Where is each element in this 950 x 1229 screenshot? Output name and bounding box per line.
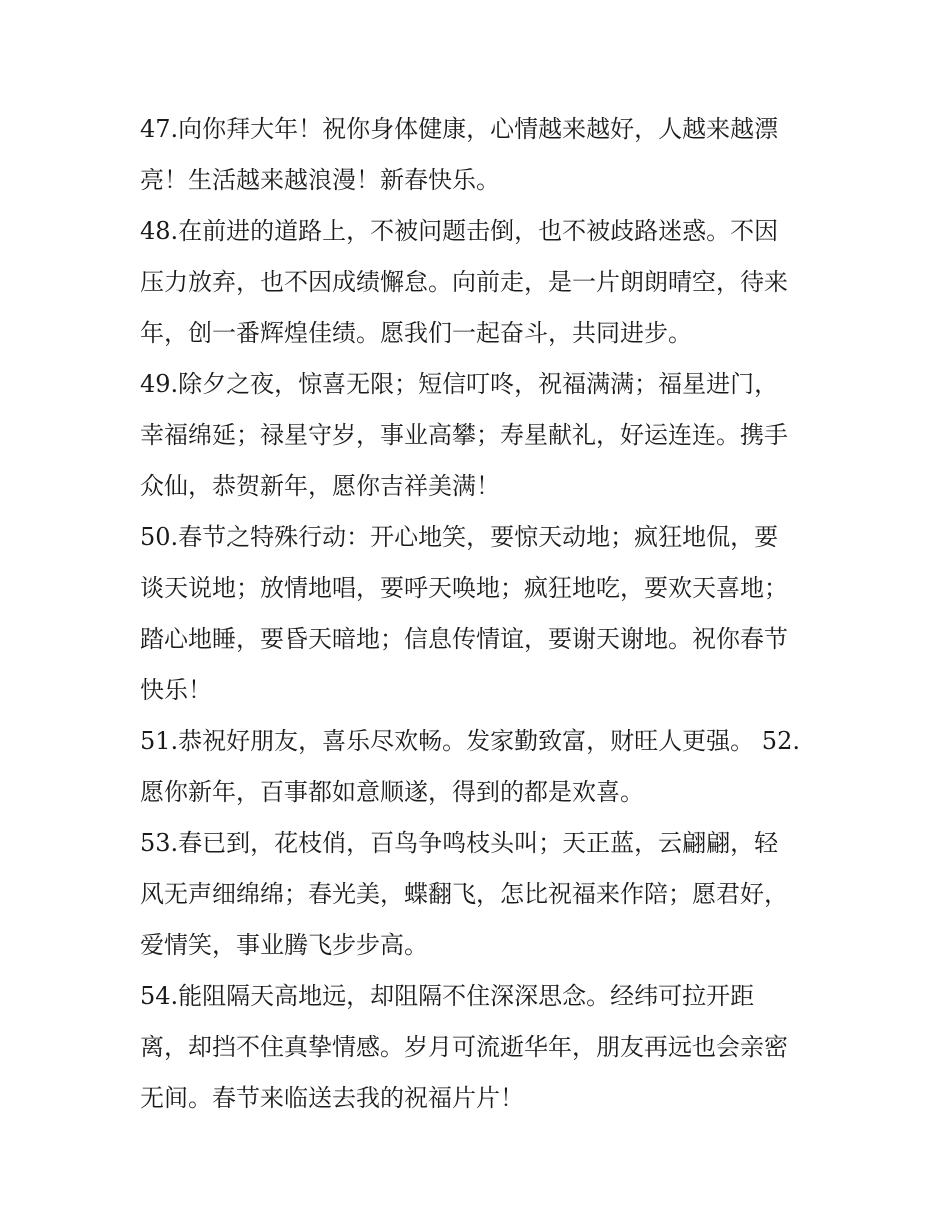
text-line: 离，却挡不住真挚情感。岁月可流逝华年，朋友再远也会亲密: [140, 1033, 788, 1061]
text-line: 谈天说地；放情地唱，要呼天唤地；疯狂地吃，要欢天喜地；: [140, 574, 788, 602]
text-line: 踏心地睡，要昏天暗地；信息传情谊，要谢天谢地。祝你春节: [140, 625, 788, 653]
text-line: 风无声细绵绵；春光美，蝶翻飞，怎比祝福来作陪；愿君好，: [140, 880, 788, 908]
text-line: 爱情笑，事业腾飞步步高。: [140, 931, 428, 959]
text-line: 愿你新年，百事都如意顺遂，得到的都是欢喜。: [140, 778, 644, 806]
text-line: 54.能阻隔天高地远，却阻隔不住深深思念。经纬可拉开距: [140, 982, 755, 1010]
greeting-text-block: [140, 104, 830, 1124]
text-line: 48.在前进的道路上，不被问题击倒，也不被歧路迷惑。不因: [140, 217, 779, 245]
text-line: 亮！生活越来越浪漫！新春快乐。: [140, 166, 500, 194]
text-line: 50.春节之特殊行动：开心地笑，要惊天动地；疯狂地侃，要: [140, 523, 779, 551]
text-line: 49.除夕之夜，惊喜无限；短信叮咚，祝福满满；福星进门，: [140, 370, 779, 398]
text-line: 47.向你拜大年！祝你身体健康，心情越来越好，人越来越漂: [140, 115, 779, 143]
text-line: 压力放弃，也不因成绩懈怠。向前走，是一片朗朗晴空，待来: [140, 268, 788, 296]
text-line: 无间。春节来临送去我的祝福片片！: [140, 1084, 524, 1112]
text-line: 51.恭祝好朋友，喜乐尽欢畅。发家勤致富，财旺人更强。 52.: [140, 727, 800, 755]
text-line: 53.春已到，花枝俏，百鸟争鸣枝头叫；天正蓝，云翩翩，轻: [140, 829, 779, 857]
text-line: 众仙，恭贺新年，愿你吉祥美满！: [140, 472, 500, 500]
text-line: 快乐！: [140, 676, 212, 704]
text-line: 幸福绵延；禄星守岁，事业高攀；寿星献礼，好运连连。携手: [140, 421, 788, 449]
text-line: 年，创一番辉煌佳绩。愿我们一起奋斗，共同进步。: [140, 319, 692, 347]
